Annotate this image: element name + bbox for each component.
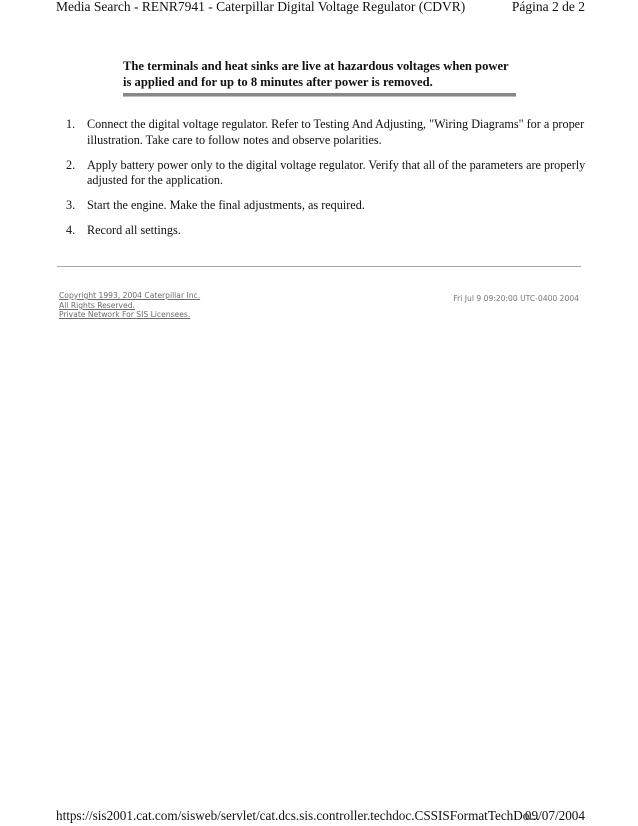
warning-message: The terminals and heat sinks are live at hazardous voltages when power is applied and for up to 8 minutes after power is removed.: [123, 59, 509, 89]
document-timestamp: Fri Jul 9 09:20:00 UTC-0400 2004: [453, 294, 579, 303]
step-item: [66, 198, 586, 214]
content-divider: [57, 266, 581, 267]
step-text: Start the engine. Make the final adjustments, as required.: [87, 198, 365, 212]
procedure-steps: [66, 117, 586, 248]
print-header: [56, 0, 585, 22]
copyright-link[interactable]: Copyright 1993, 2004 Caterpillar Inc.: [59, 291, 201, 300]
step-number: 1.: [66, 117, 76, 131]
print-footer-date: 09/07/2004: [524, 808, 585, 823]
step-text: Connect the digital voltage regulator. Refer to Testing And Adjusting, "Wiring Diagrams" for a proper illustration. Take care to follow notes and observe polarities.: [87, 117, 585, 147]
step-item: [66, 223, 586, 239]
step-text: Apply battery power only to the digital voltage regulator. Verify that all of the parameters are properly adjusted for the application.: [87, 157, 586, 187]
warning-divider: [123, 93, 516, 97]
print-header-title: Media Search - RENR7941 - Caterpillar Digital Voltage Regulator (CDVR): [56, 0, 466, 14]
print-header-page-number: Página 2 de 2: [511, 0, 585, 14]
step-number: 4.: [66, 223, 76, 237]
print-footer-url: https://sis2001.cat.com/sisweb/servlet/cat.dcs.sis.controller.techdoc.CSSISFormatTechDo...: [56, 808, 540, 823]
private-network-link[interactable]: Private Network For SIS Licensees.: [59, 310, 191, 320]
step-item: [66, 158, 586, 189]
step-number: 3.: [66, 198, 76, 212]
all-rights-link[interactable]: All Rights Reserved.: [59, 300, 135, 310]
copyright-block: [59, 291, 200, 320]
step-text: Record all settings.: [87, 223, 181, 237]
step-number: 2.: [66, 157, 76, 172]
step-item: [66, 117, 586, 148]
